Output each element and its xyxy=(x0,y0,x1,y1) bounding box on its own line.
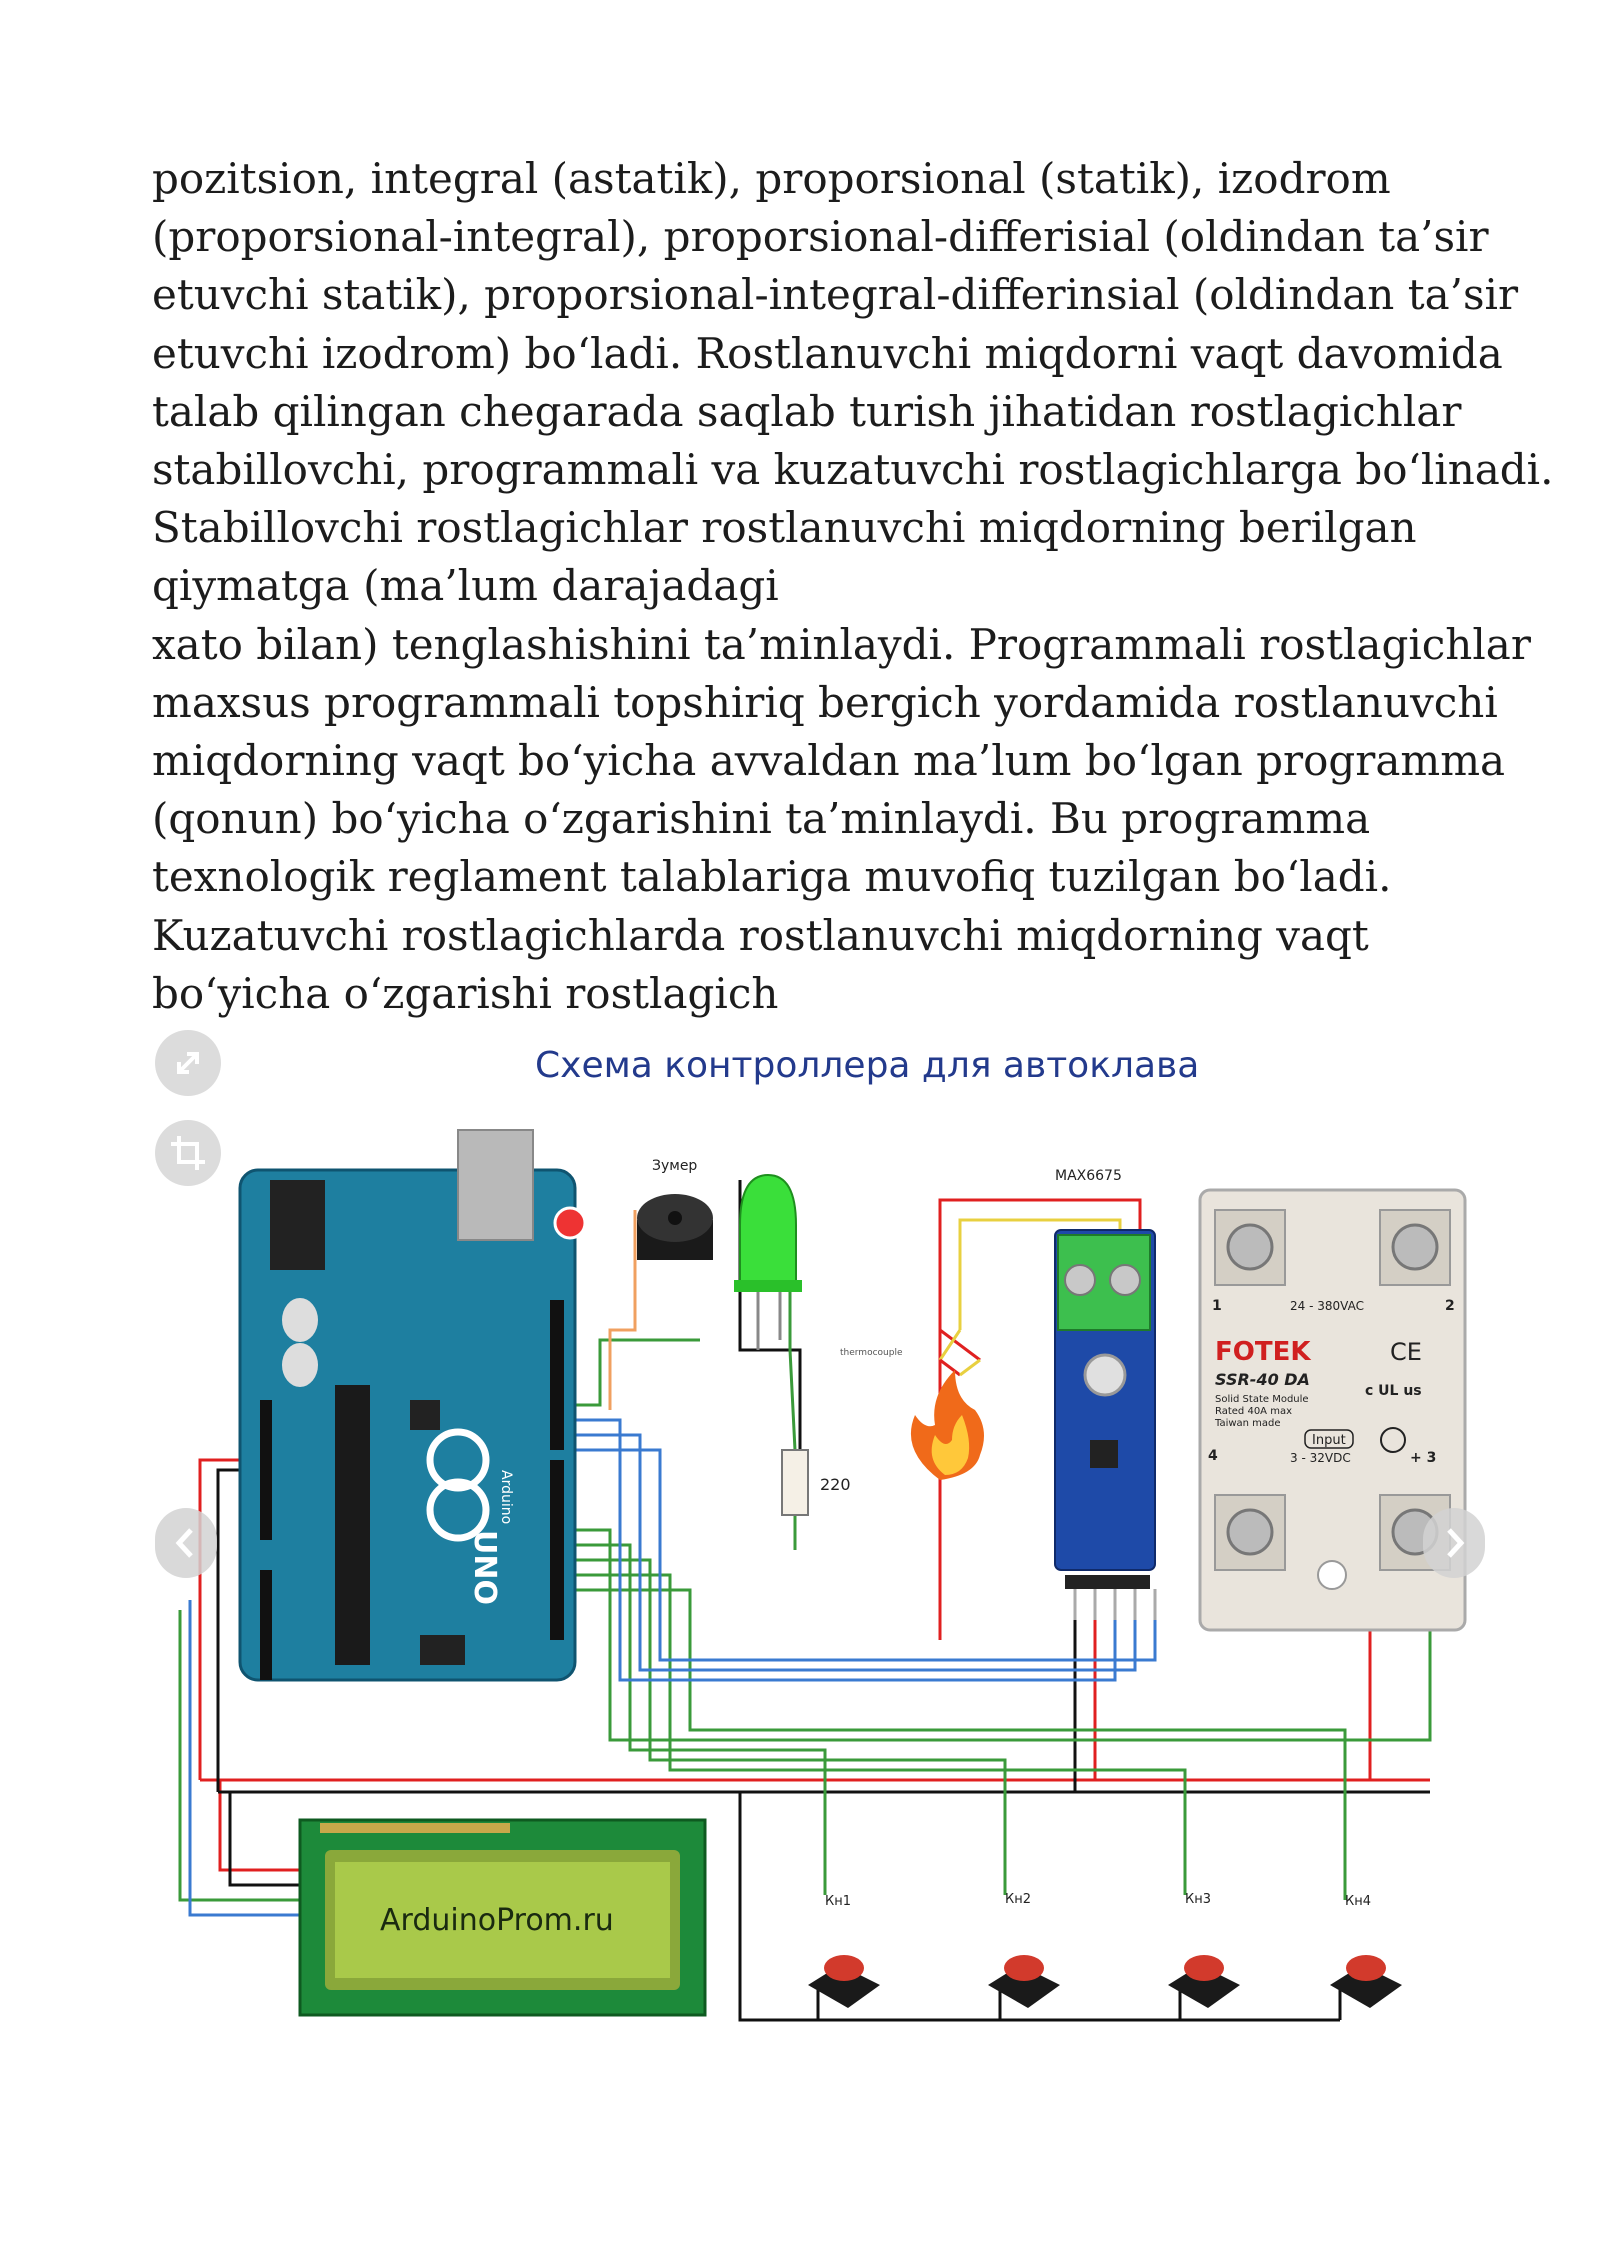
circuit-diagram-figure xyxy=(140,1030,1500,2050)
text-line: xato bilan) tenglashishini ta’minlaydi. Programmali rostlagichlar xyxy=(152,619,1531,669)
wire-green xyxy=(790,1280,795,1450)
push-button-1 xyxy=(808,1894,880,2008)
button-4-label: Кн4 xyxy=(1345,1894,1371,1909)
relay-voltage: 24 - 380VAC xyxy=(1290,1299,1364,1313)
relay-desc-2: Rated 40A max xyxy=(1215,1406,1292,1417)
arduino-logo-text: Arduino xyxy=(498,1470,514,1525)
push-button-4 xyxy=(1330,1894,1402,2008)
text-line: maxsus programmali topshiriq bergich yordamida rostlanuvchi xyxy=(152,677,1498,727)
relay-terminal-4: 4 xyxy=(1208,1448,1218,1464)
relay-desc-1: Solid State Module xyxy=(1215,1394,1309,1405)
text-line: Kuzatuvchi rostlagichlarda rostlanuvchi miqdorning vaqt xyxy=(152,910,1369,960)
resistor-label: 220 xyxy=(820,1475,851,1494)
thermocouple-label: thermocouple xyxy=(840,1348,903,1358)
button-1-label: Кн1 xyxy=(825,1894,851,1909)
text-line: stabillovchi, programmali va kuzatuvchi rostlagichlarga boʻlinadi. xyxy=(152,445,1554,495)
text-line: Stabillovchi rostlagichlar rostlanuvchi miqdorning berilgan xyxy=(152,503,1417,553)
text-line: (proporsional-integral), proporsional-differisial (oldindan ta’sir xyxy=(152,212,1489,262)
text-line: (qonun) boʻyicha oʻzgarishini ta’minlaydi. Bu programma xyxy=(152,794,1371,844)
crop-button[interactable] xyxy=(155,1120,221,1186)
lcd-display xyxy=(300,1820,705,2015)
expand-button[interactable] xyxy=(155,1030,221,1096)
relay-ce-mark: CE xyxy=(1390,1338,1422,1366)
green-led xyxy=(734,1175,802,1350)
relay-input-label: Input xyxy=(1312,1433,1346,1448)
text-line: etuvchi izodrom) boʻladi. Rostlanuvchi miqdorni vaqt davomida xyxy=(152,328,1503,378)
arduino-uno-board xyxy=(240,1130,585,1680)
chevron-right-icon xyxy=(1423,1508,1485,1578)
relay-terminal-2: 2 xyxy=(1445,1298,1455,1314)
relay-input-voltage: 3 - 32VDC xyxy=(1290,1451,1351,1465)
push-button-2 xyxy=(988,1892,1060,2008)
text-line: etuvchi statik), proporsional-integral-differinsial (oldindan ta’sir xyxy=(152,270,1519,320)
lcd-text: ArduinoProm.ru xyxy=(380,1903,614,1938)
crop-icon xyxy=(155,1120,221,1186)
resistor xyxy=(782,1450,851,1515)
text-line: qiymatga (ma’lum darajadagi xyxy=(152,561,779,611)
buzzer-label: Зумер xyxy=(652,1158,698,1174)
push-buttons xyxy=(808,1892,1402,2008)
relay-terminal-3: + 3 xyxy=(1410,1450,1437,1466)
button-2-label: Кн2 xyxy=(1005,1892,1031,1907)
relay-brand: FOTEK xyxy=(1215,1337,1311,1367)
buzzer xyxy=(637,1158,713,1260)
expand-icon xyxy=(155,1030,221,1096)
next-image-button[interactable] xyxy=(1423,1508,1485,1578)
flame-icon xyxy=(911,1370,984,1480)
previous-image-button[interactable] xyxy=(155,1508,217,1578)
relay-model: SSR-40 DA xyxy=(1215,1370,1310,1389)
wire-green xyxy=(570,1340,700,1405)
thermocouple xyxy=(840,1348,980,1375)
wire-blue xyxy=(570,1420,1115,1680)
text-line: boʻyicha oʻzgarishi rostlagich xyxy=(152,968,779,1018)
push-button-3 xyxy=(1168,1892,1240,2008)
text-line: miqdorning vaqt boʻyicha avvaldan ma’lum boʻlgan programma xyxy=(152,736,1506,786)
button-3-label: Кн3 xyxy=(1185,1892,1211,1907)
wire-blue xyxy=(570,1435,1135,1670)
relay-desc-3: Taiwan made xyxy=(1215,1418,1281,1429)
article-text xyxy=(152,150,1554,1023)
wire-yellow xyxy=(940,1330,960,1360)
wire-red xyxy=(940,1330,980,1360)
max6675-module xyxy=(1055,1168,1155,1620)
relay-terminal-1: 1 xyxy=(1212,1298,1222,1314)
chevron-left-icon xyxy=(155,1508,217,1578)
wire-orange xyxy=(610,1210,635,1410)
text-line: talab qilingan chegarada saqlab turish jihatidan rostlagichlar xyxy=(152,386,1462,436)
figure-title: Схема контроллера для автоклава xyxy=(535,1045,1200,1086)
text-line: pozitsion, integral (astatik), proporsional (statik), izodrom xyxy=(152,154,1391,203)
relay-ul-mark: c UL us xyxy=(1365,1383,1422,1399)
max6675-label: MAX6675 xyxy=(1055,1168,1122,1184)
text-line: texnologik reglament talablariga muvofiq tuzilgan boʻladi. xyxy=(152,852,1392,902)
circuit-diagram xyxy=(140,1030,1500,2050)
arduino-model-text: UNO xyxy=(467,1530,502,1605)
